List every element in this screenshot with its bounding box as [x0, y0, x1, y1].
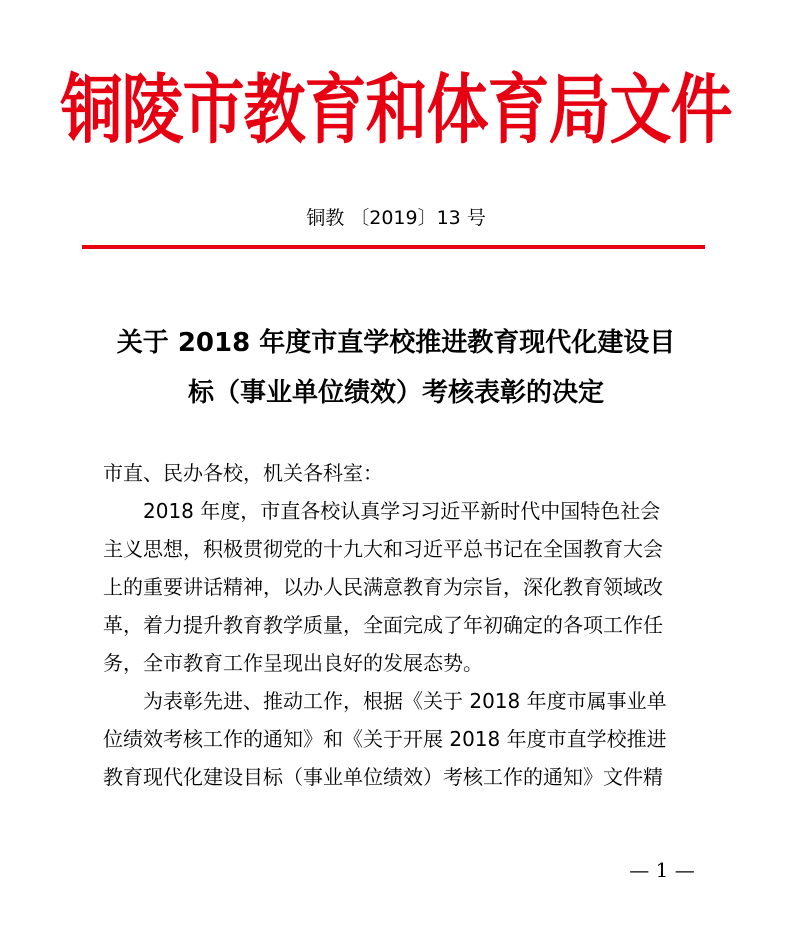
paragraph-1-line: 上的重要讲话精神，以办人民满意教育为宗旨，深化教育领域改 — [103, 575, 663, 599]
paragraph-1-line: 务，全市教育工作呈现出良好的发展态势。 — [103, 651, 483, 675]
paragraph-1-line: 革，着力提升教育教学质量，全面完成了年初确定的各项工作任 — [103, 613, 663, 637]
paragraph-2-line: 教育现代化建设目标（事业单位绩效）考核工作的通知》文件精 — [103, 765, 663, 789]
paragraph-1-line: 主义思想，积极贯彻党的十九大和习近平总书记在全国教育大会 — [103, 537, 663, 561]
paragraph-1-line: 2018 年度，市直各校认真学习习近平新时代中国特色社会 — [143, 499, 661, 523]
salutation: 市直、民办各校，机关各科室： — [103, 461, 383, 485]
document-title — [90, 318, 702, 418]
document-masthead: 铜陵市教育和体育局文件 — [60, 65, 732, 155]
title-line-1: 关于 2018 年度市直学校推进教育现代化建设目 — [116, 328, 676, 358]
paragraph-2-line: 为表彰先进、推动工作，根据《关于 2018 年度市属事业单 — [143, 689, 667, 713]
paragraph-2 — [103, 682, 703, 796]
red-divider-line — [82, 245, 705, 249]
document-body — [103, 454, 703, 796]
page-number: — 1 — — [629, 858, 695, 882]
paragraph-1 — [103, 492, 703, 682]
document-number: 铜教 〔2019〕13 号 — [306, 207, 486, 229]
paragraph-2-line: 位绩效考核工作的通知》和《关于开展 2018 年度市直学校推进 — [103, 727, 667, 751]
title-line-2: 标（事业单位绩效）考核表彰的决定 — [187, 378, 604, 408]
